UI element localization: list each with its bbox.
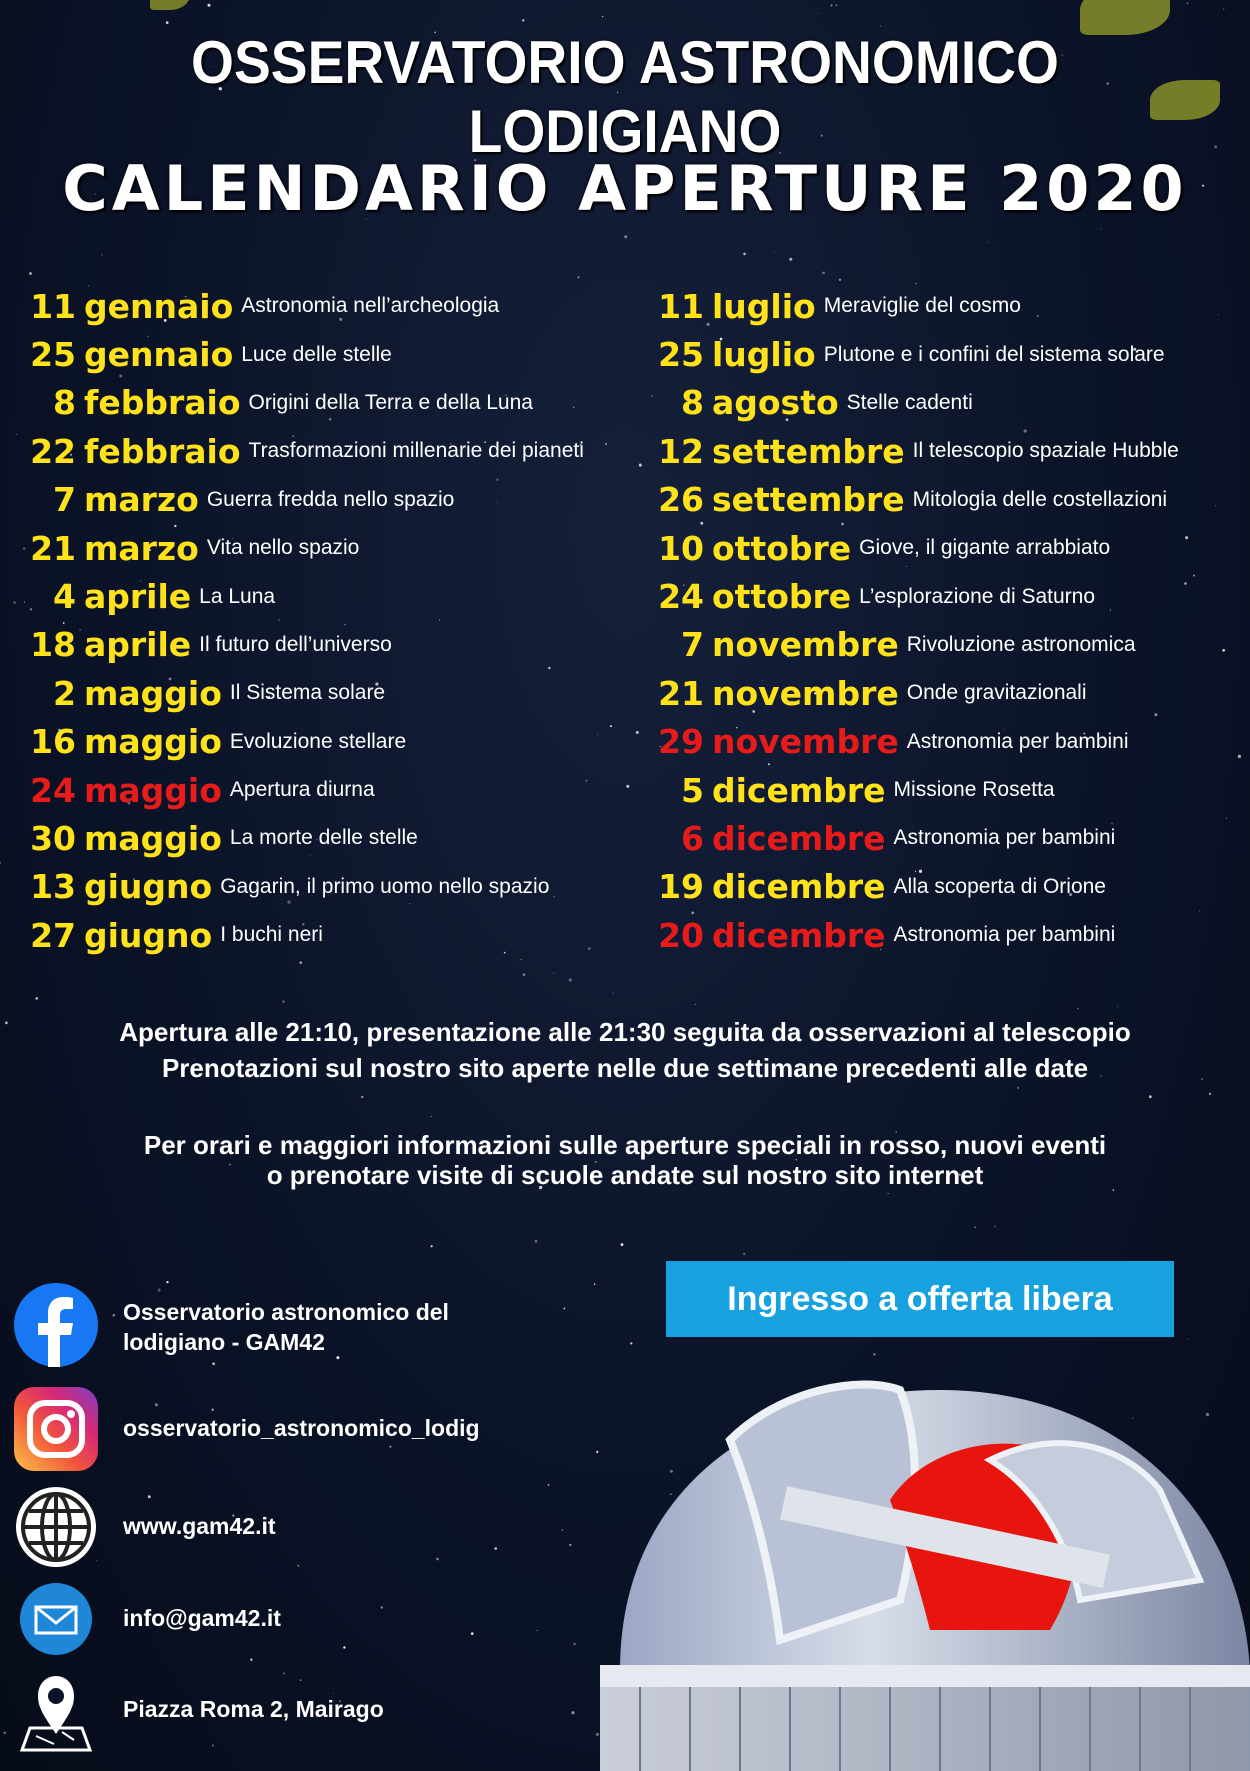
event-description: Onde gravitazionali	[906, 681, 1087, 705]
events-column-left	[30, 282, 584, 959]
event-row	[30, 572, 584, 620]
event-day: 21	[658, 673, 704, 713]
event-month: maggio	[84, 770, 222, 810]
event-row	[658, 911, 1179, 959]
event-description: Mitologia delle costellazioni	[912, 487, 1168, 511]
event-month: giugno	[84, 867, 213, 907]
event-month: novembre	[712, 673, 899, 713]
event-row	[658, 814, 1179, 862]
event-day: 30	[30, 818, 76, 858]
event-description: La morte delle stelle	[229, 826, 418, 850]
event-month: giugno	[84, 915, 213, 955]
event-row	[658, 476, 1179, 524]
event-row	[658, 427, 1179, 475]
event-day: 8	[53, 383, 76, 423]
event-month: novembre	[712, 722, 899, 762]
event-description: Rivoluzione astronomica	[906, 632, 1136, 656]
event-description: Il telescopio spaziale Hubble	[912, 439, 1179, 463]
event-description: Luce delle stelle	[241, 342, 392, 366]
event-month: settembre	[712, 431, 905, 471]
event-day: 2	[53, 673, 76, 713]
event-description: Il Sistema solare	[229, 681, 386, 705]
event-row	[30, 330, 584, 378]
event-description: Apertura diurna	[229, 778, 375, 802]
event-description: La Luna	[199, 584, 276, 608]
event-day: 22	[30, 431, 76, 471]
facebook-name-line2: lodigiano - GAM42	[123, 1329, 325, 1355]
event-row	[30, 718, 584, 766]
event-month: novembre	[712, 625, 899, 665]
event-row	[30, 911, 584, 959]
event-day: 24	[30, 770, 76, 810]
website-link: www.gam42.it	[123, 1513, 276, 1539]
event-month: ottobre	[712, 528, 852, 568]
event-day: 27	[30, 915, 76, 955]
event-month: maggio	[84, 818, 222, 858]
event-row	[658, 718, 1179, 766]
event-row	[658, 863, 1179, 911]
event-row	[658, 330, 1179, 378]
event-row	[658, 572, 1179, 620]
event-day: 13	[30, 867, 76, 907]
event-row	[30, 282, 584, 330]
event-month: aprile	[84, 625, 192, 665]
event-month: maggio	[84, 673, 222, 713]
event-month: luglio	[712, 335, 816, 375]
event-month: marzo	[84, 480, 199, 520]
event-row	[658, 282, 1179, 330]
event-day: 26	[658, 480, 704, 520]
event-day: 18	[30, 625, 76, 665]
booking-text: Prenotazioni sul nostro sito aperte nelle due settimane precedenti alle date	[161, 1053, 1089, 1083]
event-row	[30, 524, 584, 572]
event-row	[30, 379, 584, 427]
more-info	[0, 1130, 1250, 1190]
email-link: info@gam42.it	[123, 1605, 281, 1631]
event-description: I buchi neri	[220, 923, 323, 947]
event-day: 11	[30, 286, 76, 326]
event-day: 25	[30, 335, 76, 375]
event-month: dicembre	[712, 915, 886, 955]
event-description: Stelle cadenti	[846, 390, 973, 414]
instagram-icon	[14, 1387, 98, 1471]
event-month: febbraio	[84, 383, 241, 423]
event-row	[658, 669, 1179, 717]
event-description: Gagarin, il primo uomo nello spazio	[220, 874, 550, 898]
event-month: agosto	[712, 383, 839, 423]
event-description: Astronomia nell’archeologia	[241, 294, 500, 318]
event-description: Astronomia per bambini	[893, 923, 1116, 947]
event-description: Guerra fredda nello spazio	[206, 487, 455, 511]
event-description: Il futuro dell’universo	[199, 632, 392, 656]
event-description: Evoluzione stellare	[229, 729, 407, 753]
event-month: aprile	[84, 577, 192, 617]
event-day: 4	[53, 577, 76, 617]
event-month: luglio	[712, 286, 816, 326]
map-pin-icon	[14, 1668, 98, 1752]
event-month: ottobre	[712, 577, 852, 617]
globe-icon	[14, 1485, 98, 1569]
event-day: 10	[658, 528, 704, 568]
event-row	[30, 621, 584, 669]
event-month: dicembre	[712, 818, 886, 858]
opening-time-text: Apertura alle 21:10, presentazione alle 21:30 seguita da osservazioni al telescopio	[119, 1017, 1131, 1047]
event-day: 29	[658, 722, 704, 762]
observatory-dome-image	[600, 1380, 1250, 1771]
events-column-right	[658, 282, 1179, 959]
more-info-text: Per orari e maggiori informazioni sulle aperture speciali in rosso, nuovi eventi	[143, 1130, 1107, 1160]
event-day: 7	[681, 625, 704, 665]
event-row	[658, 766, 1179, 814]
event-month: febbraio	[84, 431, 241, 471]
event-day: 11	[658, 286, 704, 326]
event-day: 16	[30, 722, 76, 762]
opening-info	[0, 1014, 1250, 1086]
event-row	[30, 863, 584, 911]
event-row	[30, 427, 584, 475]
event-description: L’esplorazione di Saturno	[859, 584, 1096, 608]
event-day: 12	[658, 431, 704, 471]
event-day: 5	[681, 770, 704, 810]
facebook-icon	[14, 1283, 98, 1367]
event-month: settembre	[712, 480, 905, 520]
page-title: OSSERVATORIO ASTRONOMICO LODIGIANO	[191, 29, 1059, 165]
free-entry-badge: Ingresso a offerta libera	[666, 1261, 1174, 1337]
event-day: 7	[53, 480, 76, 520]
event-description: Astronomia per bambini	[906, 729, 1129, 753]
event-month: marzo	[84, 528, 199, 568]
event-description: Missione Rosetta	[893, 778, 1055, 802]
event-row	[30, 766, 584, 814]
event-row	[30, 476, 584, 524]
event-day: 6	[681, 818, 704, 858]
event-day: 20	[658, 915, 704, 955]
event-month: gennaio	[84, 286, 234, 326]
event-description: Origini della Terra e della Luna	[248, 390, 533, 414]
event-description: Vita nello spazio	[206, 536, 360, 560]
event-row	[658, 621, 1179, 669]
facebook-name-line1: Osservatorio astronomico del	[123, 1299, 449, 1325]
event-month: gennaio	[84, 335, 234, 375]
event-description: Meraviglie del cosmo	[823, 294, 1021, 318]
event-row	[30, 669, 584, 717]
event-day: 25	[658, 335, 704, 375]
event-row	[658, 524, 1179, 572]
envelope-icon	[14, 1577, 98, 1661]
event-description: Plutone e i confini del sistema solare	[823, 342, 1165, 366]
event-description: Trasformazioni millenarie dei pianeti	[248, 439, 584, 463]
event-row	[30, 814, 584, 862]
event-description: Astronomia per bambini	[893, 826, 1116, 850]
more-info-text-2: o prenotare visite di scuole andate sul nostro sito internet	[266, 1160, 984, 1190]
event-day: 19	[658, 867, 704, 907]
event-description: Giove, il gigante arrabbiato	[859, 536, 1111, 560]
instagram-handle: osservatorio_astronomico_lodig	[123, 1415, 480, 1441]
event-day: 24	[658, 577, 704, 617]
event-month: maggio	[84, 722, 222, 762]
event-month: dicembre	[712, 770, 886, 810]
event-day: 21	[30, 528, 76, 568]
event-month: dicembre	[712, 867, 886, 907]
address-text: Piazza Roma 2, Mairago	[123, 1696, 384, 1722]
event-description: Alla scoperta di Orione	[893, 874, 1106, 898]
event-day: 8	[681, 383, 704, 423]
event-row	[658, 379, 1179, 427]
page-subtitle: CALENDARIO APERTURE 2020	[62, 152, 1188, 225]
